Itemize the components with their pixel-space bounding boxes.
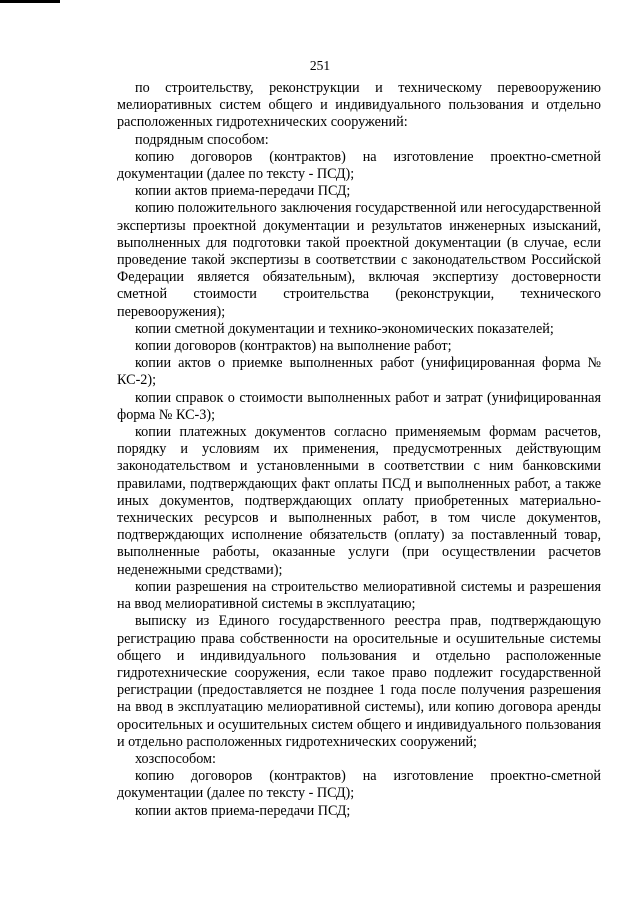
paragraph-expertise: копию положительного заключения государственной или негосударственной экспертизы проектной документации и результатов инженерных изысканий, выполненных для подготовки такой проектной документации (в случае, если проведение такой экспертизы в соответствии с законодательством Российской Федерации является обязательным), включая экспертизу достоверности сметной стоимости строительства (реконструкции, технического перевооружения); <box>117 200 601 320</box>
paragraph-psd-contracts: копию договоров (контрактов) на изготовление проектно-сметной документации (далее по тексту - ПСД); <box>117 148 601 183</box>
paragraph-ks2-acts: копии актов о приемке выполненных работ (унифицированная форма № КС-2); <box>117 355 601 389</box>
paragraph-payment-documents: копии платежных документов согласно применяемым формам расчетов, порядку и условиям их применения, предусмотренных действующим законодательством и установленными в соответствии с ним банковскими правилами, подтверждающих факт оплаты ПСД и выполненных работ, а также иных документов, подтверждающих оплату приобретенных материально-технических ресурсов и выполненных работ, в том числе документов, подтверждающих исполнение обязательств (оплату) за поставленный товар, выполненные работы, оказанные услуги (при осуществлении расчетов неденежными средствами); <box>117 424 601 578</box>
paragraph-psd-contracts-own: копию договоров (контрактов) на изготовление проектно-сметной документации (далее по тексту - ПСД); <box>117 768 601 802</box>
scan-edge-mark <box>0 0 60 3</box>
paragraph-psd-acts: копии актов приема-передачи ПСД; <box>135 183 351 200</box>
paragraph-registry-extract: выписку из Единого государственного реестра прав, подтверждающую регистрацию права собственности на оросительные и осушительные системы общего и индивидуального пользования и отдельно расположенные гидротехнические сооружения, если такое право подлежит государственной регистрации (предоставляется не позднее 1 года после получения разрешения на ввод в эксплуатацию мелиоративной системы), или копию договора аренды оросительных и осушительных систем общего и индивидуального пользования и отдельно расположенных гидротехнических сооружений; <box>117 613 601 750</box>
paragraph-contract-method-heading: подрядным способом: <box>135 131 269 148</box>
paragraph-ks3-certificates: копии справок о стоимости выполненных работ и затрат (унифицированная форма № КС-3); <box>117 389 601 423</box>
paragraph-psd-acts-own: копии актов приема-передачи ПСД; <box>135 802 351 819</box>
paragraph-permits: копии разрешения на строительство мелиоративной системы и разрешения на ввод мелиоративной системы в эксплуатацию; <box>117 578 601 613</box>
paragraph-estimates: копии сметной документации и технико-экономических показателей; <box>135 320 554 337</box>
paragraph-work-contracts: копии договоров (контрактов) на выполнение работ; <box>135 338 452 355</box>
paragraph-intro: по строительству, реконструкции и техническому перевооружению мелиоративных систем общего и индивидуального пользования и отдельно расположенных гидротехнических сооружений: <box>117 80 601 131</box>
document-body <box>117 80 601 820</box>
paragraph-own-method-heading: хозспособом: <box>135 750 216 767</box>
page-number: 251 <box>309 58 331 73</box>
